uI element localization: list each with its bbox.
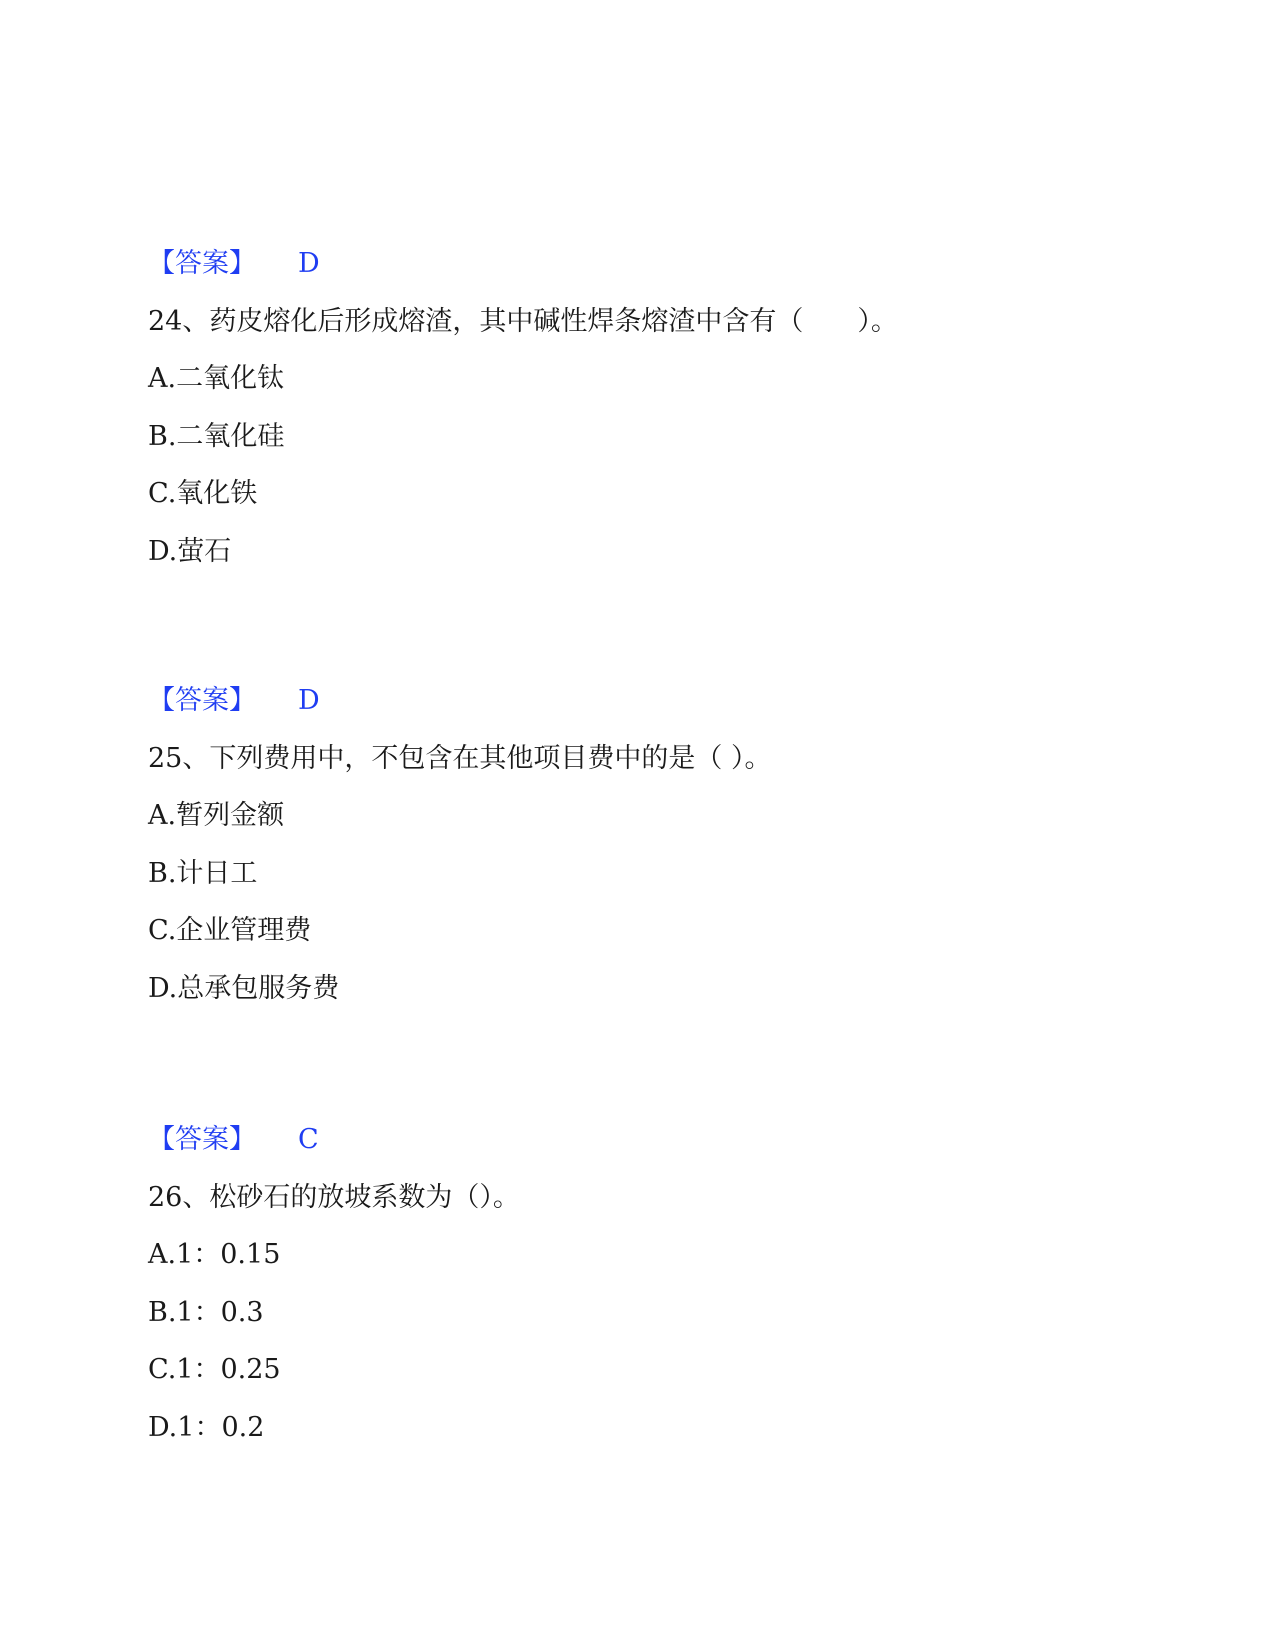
- option-d: D.总承包服务费: [148, 972, 340, 1004]
- option-c: C.1：0.25: [148, 1354, 281, 1385]
- answer-label: 【答案】: [148, 248, 256, 279]
- option-a: A.二氧化钛: [148, 363, 285, 394]
- answer-label: 【答案】: [148, 685, 256, 716]
- answer-line: [148, 672, 1148, 730]
- answer-value: C: [298, 1124, 319, 1155]
- answer-label: 【答案】: [148, 1124, 256, 1155]
- option-a: A.暂列金额: [148, 800, 285, 831]
- question-text: 25、下列费用中，不包含在其他项目费中的是（ ）。: [148, 742, 772, 774]
- question-block-24: [148, 235, 1148, 580]
- option-c: C.企业管理费: [148, 915, 312, 946]
- question-block-25: [148, 672, 1148, 1017]
- option-a: A.1：0.15: [148, 1239, 281, 1270]
- option-d: D.萤石: [148, 535, 232, 567]
- option-d: D.1：0.2: [148, 1411, 265, 1443]
- answer-value: D: [298, 685, 320, 716]
- answer-value: D: [298, 248, 320, 279]
- answer-line: [148, 235, 1148, 293]
- question-text: 24、药皮熔化后形成熔渣，其中碱性焊条熔渣中含有（ ）。: [148, 305, 898, 337]
- option-c: C.氧化铁: [148, 478, 258, 509]
- question-block-26: [148, 1111, 1148, 1456]
- answer-line: [148, 1111, 1148, 1169]
- option-b: B.1：0.3: [148, 1296, 264, 1328]
- option-b: B.二氧化硅: [148, 420, 285, 452]
- question-text: 26、松砂石的放坡系数为（）。: [148, 1181, 520, 1213]
- option-b: B.计日工: [148, 857, 258, 889]
